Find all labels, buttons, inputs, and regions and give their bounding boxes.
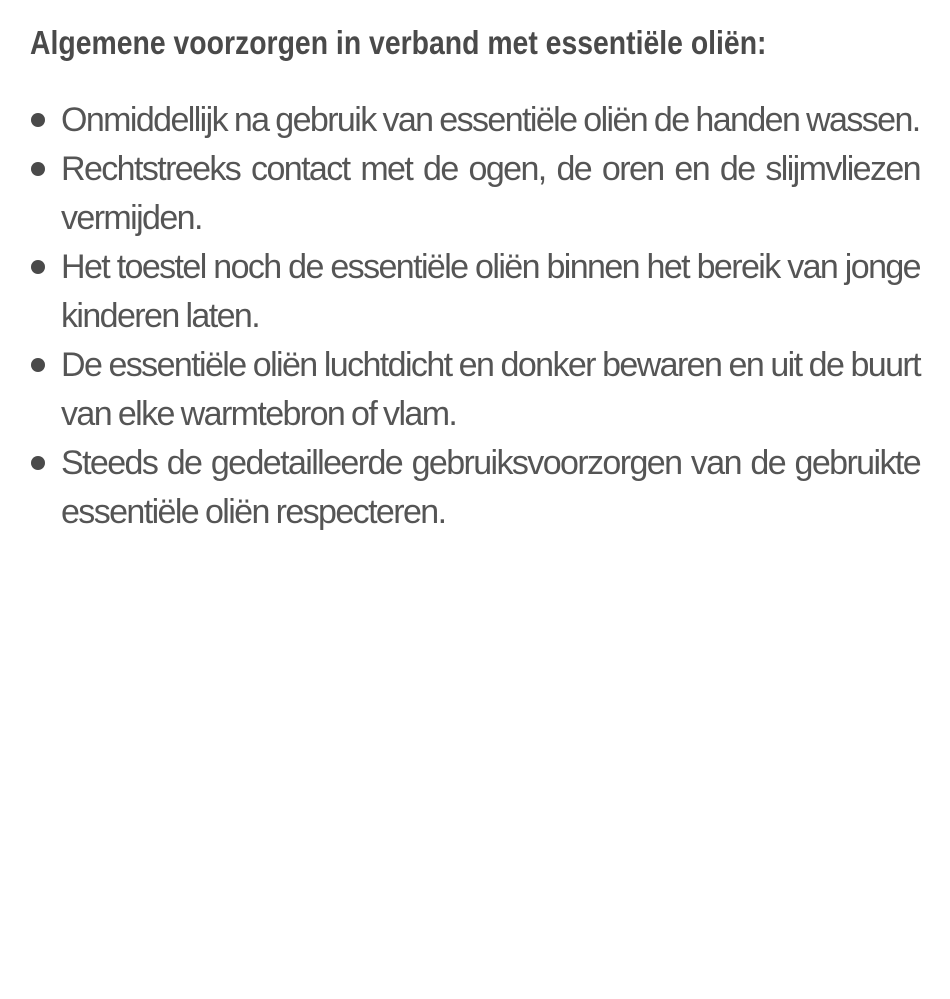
section-heading: Algemene voorzorgen in verband met essentiële oliën: bbox=[30, 24, 767, 61]
list-item bbox=[30, 96, 920, 145]
list-item-text: Onmiddellijk na gebruik van essentiële oliën de handen wassen. bbox=[61, 101, 920, 139]
bullet-icon bbox=[31, 456, 45, 470]
list-item bbox=[30, 439, 920, 537]
list-item-text: Steeds de gedetailleerde gebruiksvoorzorgen van de gebruikte essentiële oliën respecteren. bbox=[61, 444, 920, 531]
list-item bbox=[30, 145, 920, 243]
list-item-text: Het toestel noch de essentiële oliën binnen het bereik van jonge kinderen laten. bbox=[61, 248, 920, 335]
precautions-list bbox=[30, 96, 920, 537]
bullet-icon bbox=[31, 162, 45, 176]
list-item-text: Rechtstreeks contact met de ogen, de oren en de slijmvliezen vermijden. bbox=[61, 150, 920, 237]
list-item bbox=[30, 243, 920, 341]
bullet-icon bbox=[31, 260, 45, 274]
bullet-icon bbox=[31, 358, 45, 372]
bullet-icon bbox=[31, 113, 45, 127]
list-item-text: De essentiële oliën luchtdicht en donker bewaren en uit de buurt van elke warmtebron of vlam. bbox=[61, 346, 920, 433]
list-item bbox=[30, 341, 920, 439]
